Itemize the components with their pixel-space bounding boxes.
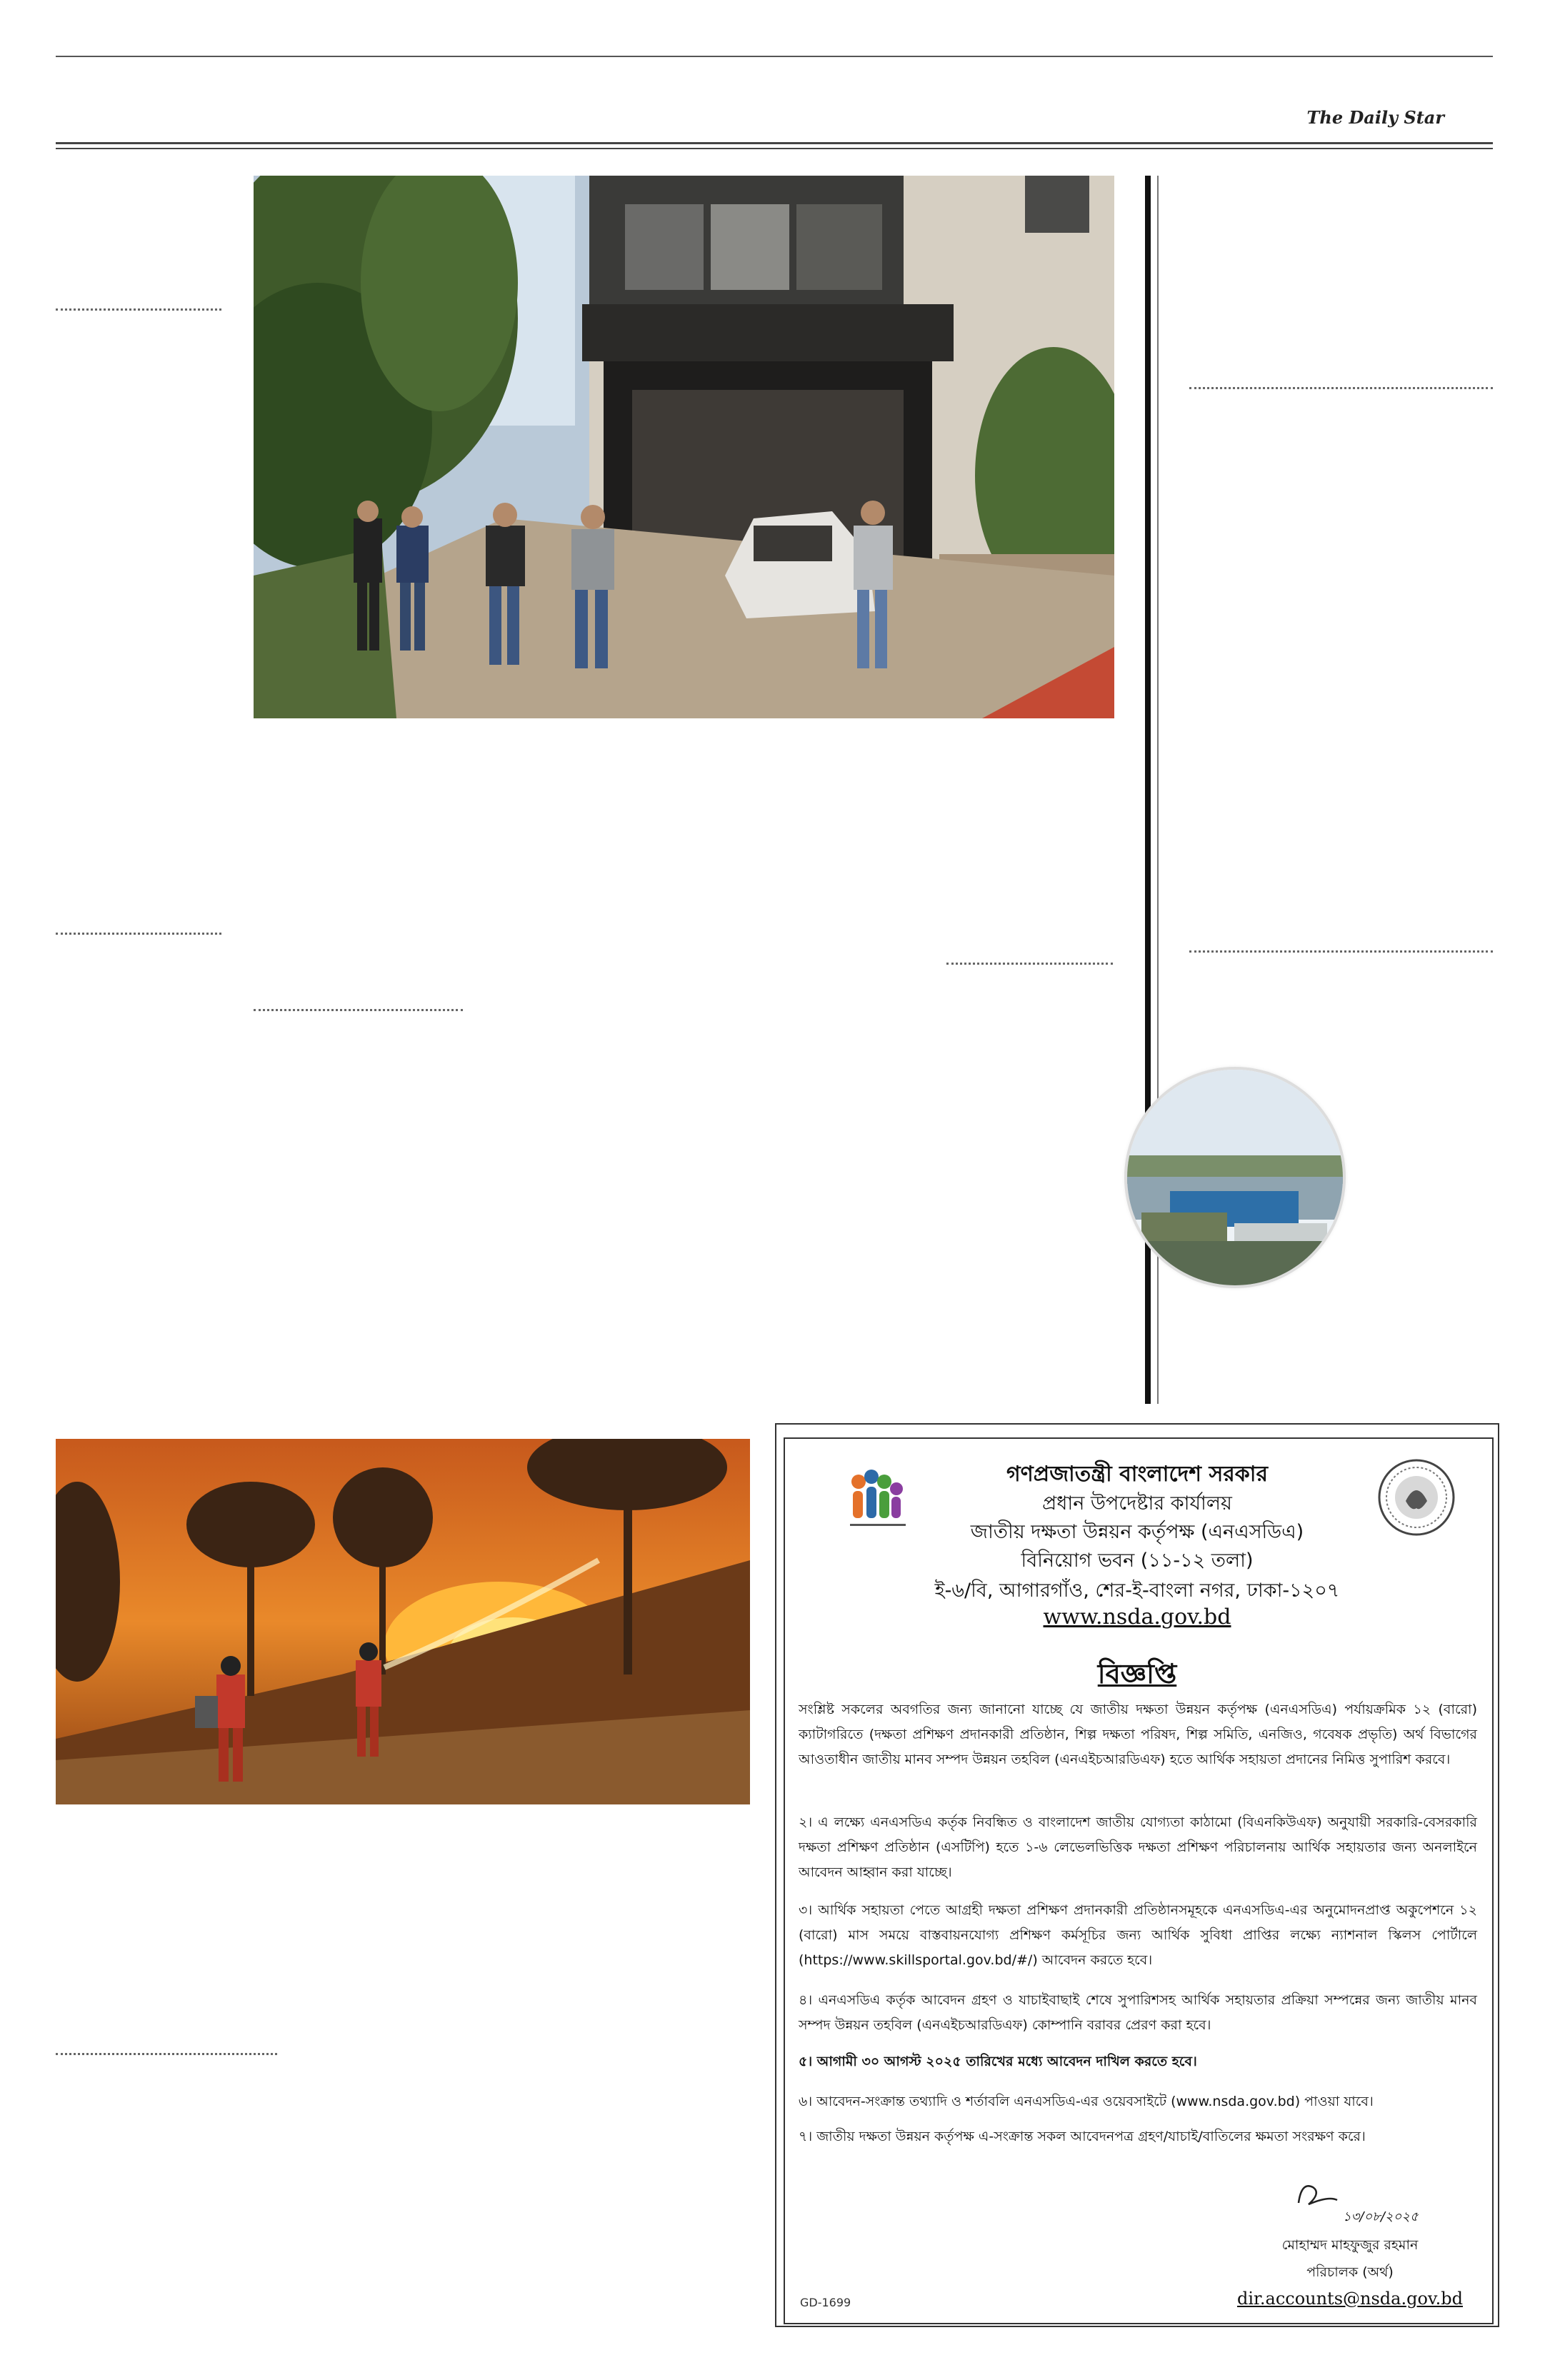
signatory-name: মোহাম্মদ মাহফুজুর রহমান [1281, 2237, 1419, 2253]
notice-building: বিনিয়োগ ভবন (১১-১২ তলা) [1021, 1550, 1254, 1572]
notice-paragraph-6: ৬। আবেদন-সংক্রান্ত তথ্যাদি ও শর্তাবলি এনএসডিএ-এর ওয়েবসাইটে (www.nsda.gov.bd) পাওয়া যাবে। [799, 2094, 1374, 2109]
notice-code: GD-1699 [800, 2296, 851, 2309]
wildfire-firefighters-photo [56, 1439, 750, 1804]
burned-house-photo [254, 176, 1114, 718]
notice-title: বিজ্ঞপ্তি [1097, 1658, 1177, 1689]
aerial-coast-photo [1127, 1070, 1343, 1285]
signatory-email-link[interactable]: dir.accounts@nsda.gov.bd [1237, 2289, 1463, 2309]
dotted-separator [1189, 387, 1493, 389]
top-rule [56, 56, 1493, 57]
signatory-title: পরিচালক (অর্থ) [1306, 2264, 1394, 2280]
notice-paragraph-7: ৭। জাতীয় দক্ষতা উন্নয়ন কর্তৃপক্ষ এ-সংক্রান্ত সকল আবেদনপত্র গ্রহণ/যাচাই/বাতিলের ক্ষমতা সংরক্ষণ করে। [799, 2129, 1366, 2144]
notice-paragraph-2: ২। এ লক্ষ্যে এনএসডিএ কর্তৃক নিবন্ধিত ও বাংলাদেশ জাতীয় যোগ্যতা কাঠামো (বিএনকিউএফ) অনুযায়ী সরকারি-বেসরকারি দক্ষতা প্রশিক্ষণ প্রতিষ্ঠান (এসটিপি) হতে ১-৬ লেভেলভিত্তিক দক্ষতা প্রশিক্ষণ পরিচালনায় আর্থিক সহায়তার জন্য অনলাইনে আবেদন আহ্বান করা যাচ্ছে। [799, 1814, 1477, 1880]
dotted-separator [56, 933, 221, 935]
dotted-separator [1189, 950, 1493, 953]
masthead-logo: The Daily Star [1306, 107, 1444, 128]
masthead-rule-2 [56, 148, 1493, 149]
dotted-separator [56, 308, 221, 311]
notice-paragraph-3: ৩। আর্থিক সহায়তা পেতে আগ্রহী দক্ষতা প্রশিক্ষণ প্রদানকারী প্রতিষ্ঠানসমূহকে এনএসডিএ-এর অনুমোদনপ্রাপ্ত অকুপেশনে ১২ (বারো) মাস সময়ে বাস্তবায়নযোগ্য প্রশিক্ষণ কর্মসূচির জন্য আর্থিক সুবিধা প্রাপ্তির লক্ষ্যে ন্যাশনাল স্কিলস পোর্টালে (https://www.skillsportal.gov.bd/#/) আবেদন করতে হবে। [799, 1902, 1477, 1968]
notice-govt-name: গণপ্রজাতন্ত্রী বাংলাদেশ সরকার [1006, 1462, 1268, 1487]
dotted-separator [56, 2053, 277, 2055]
signature-date: ১৩/০৮/২০২৫ [1343, 2209, 1419, 2224]
signature-icon [1293, 2174, 1343, 2214]
masthead-rule [56, 142, 1493, 144]
notice-paragraph-5: ৫। আগামী ৩০ আগস্ট ২০২৫ তারিখের মধ্যে আবেদন দাখিল করতে হবে। [799, 2054, 1197, 2069]
dotted-separator [946, 963, 1113, 965]
dotted-separator [254, 1009, 463, 1011]
notice-address: ই-৬/বি, আগারগাঁও, শের-ই-বাংলা নগর, ঢাকা-১২০৭ [934, 1580, 1340, 1602]
notice-authority: জাতীয় দক্ষতা উন্নয়ন কর্তৃপক্ষ (এনএসডিএ) [970, 1521, 1304, 1543]
notice-paragraph-1: সংশ্লিষ্ট সকলের অবগতির জন্য জানানো যাচ্ছে যে জাতীয় দক্ষতা উন্নয়ন কর্তৃপক্ষ (এনএসডিএ) পর্যায়ক্রমিক ১২ (বারো) ক্যাটাগরিতে (দক্ষতা প্রশিক্ষণ প্রদানকারী প্রতিষ্ঠান, শিল্প দক্ষতা পরিষদ, শিল্প সমিতি, এনজিও, গবেষক প্রভৃতি) অর্থ বিভাগের আওতাধীন জাতীয় মানব সম্পদ উন্নয়ন তহবিল (এনএইচআরডিএফ) হতে আর্থিক সহায়তা প্রদানের নিমিত্ত সুপারিশ করবে। [799, 1702, 1477, 1767]
notice-office: প্রধান উপদেষ্টার কার্যালয় [1042, 1492, 1232, 1515]
notice-website-link[interactable]: www.nsda.gov.bd [1043, 1605, 1231, 1630]
notice-paragraph-4: ৪। এনএসডিএ কর্তৃক আবেদন গ্রহণ ও যাচাইবাছাই শেষে সুপারিশসহ আর্থিক সহায়তার প্রক্রিয়া সম্পন্নের জন্য জাতীয় মানব সম্পদ উন্নয়ন তহবিল (এনএইচআরডিএফ) কোম্পানি বরাবর প্রেরণ করা হবে। [799, 1992, 1477, 2033]
